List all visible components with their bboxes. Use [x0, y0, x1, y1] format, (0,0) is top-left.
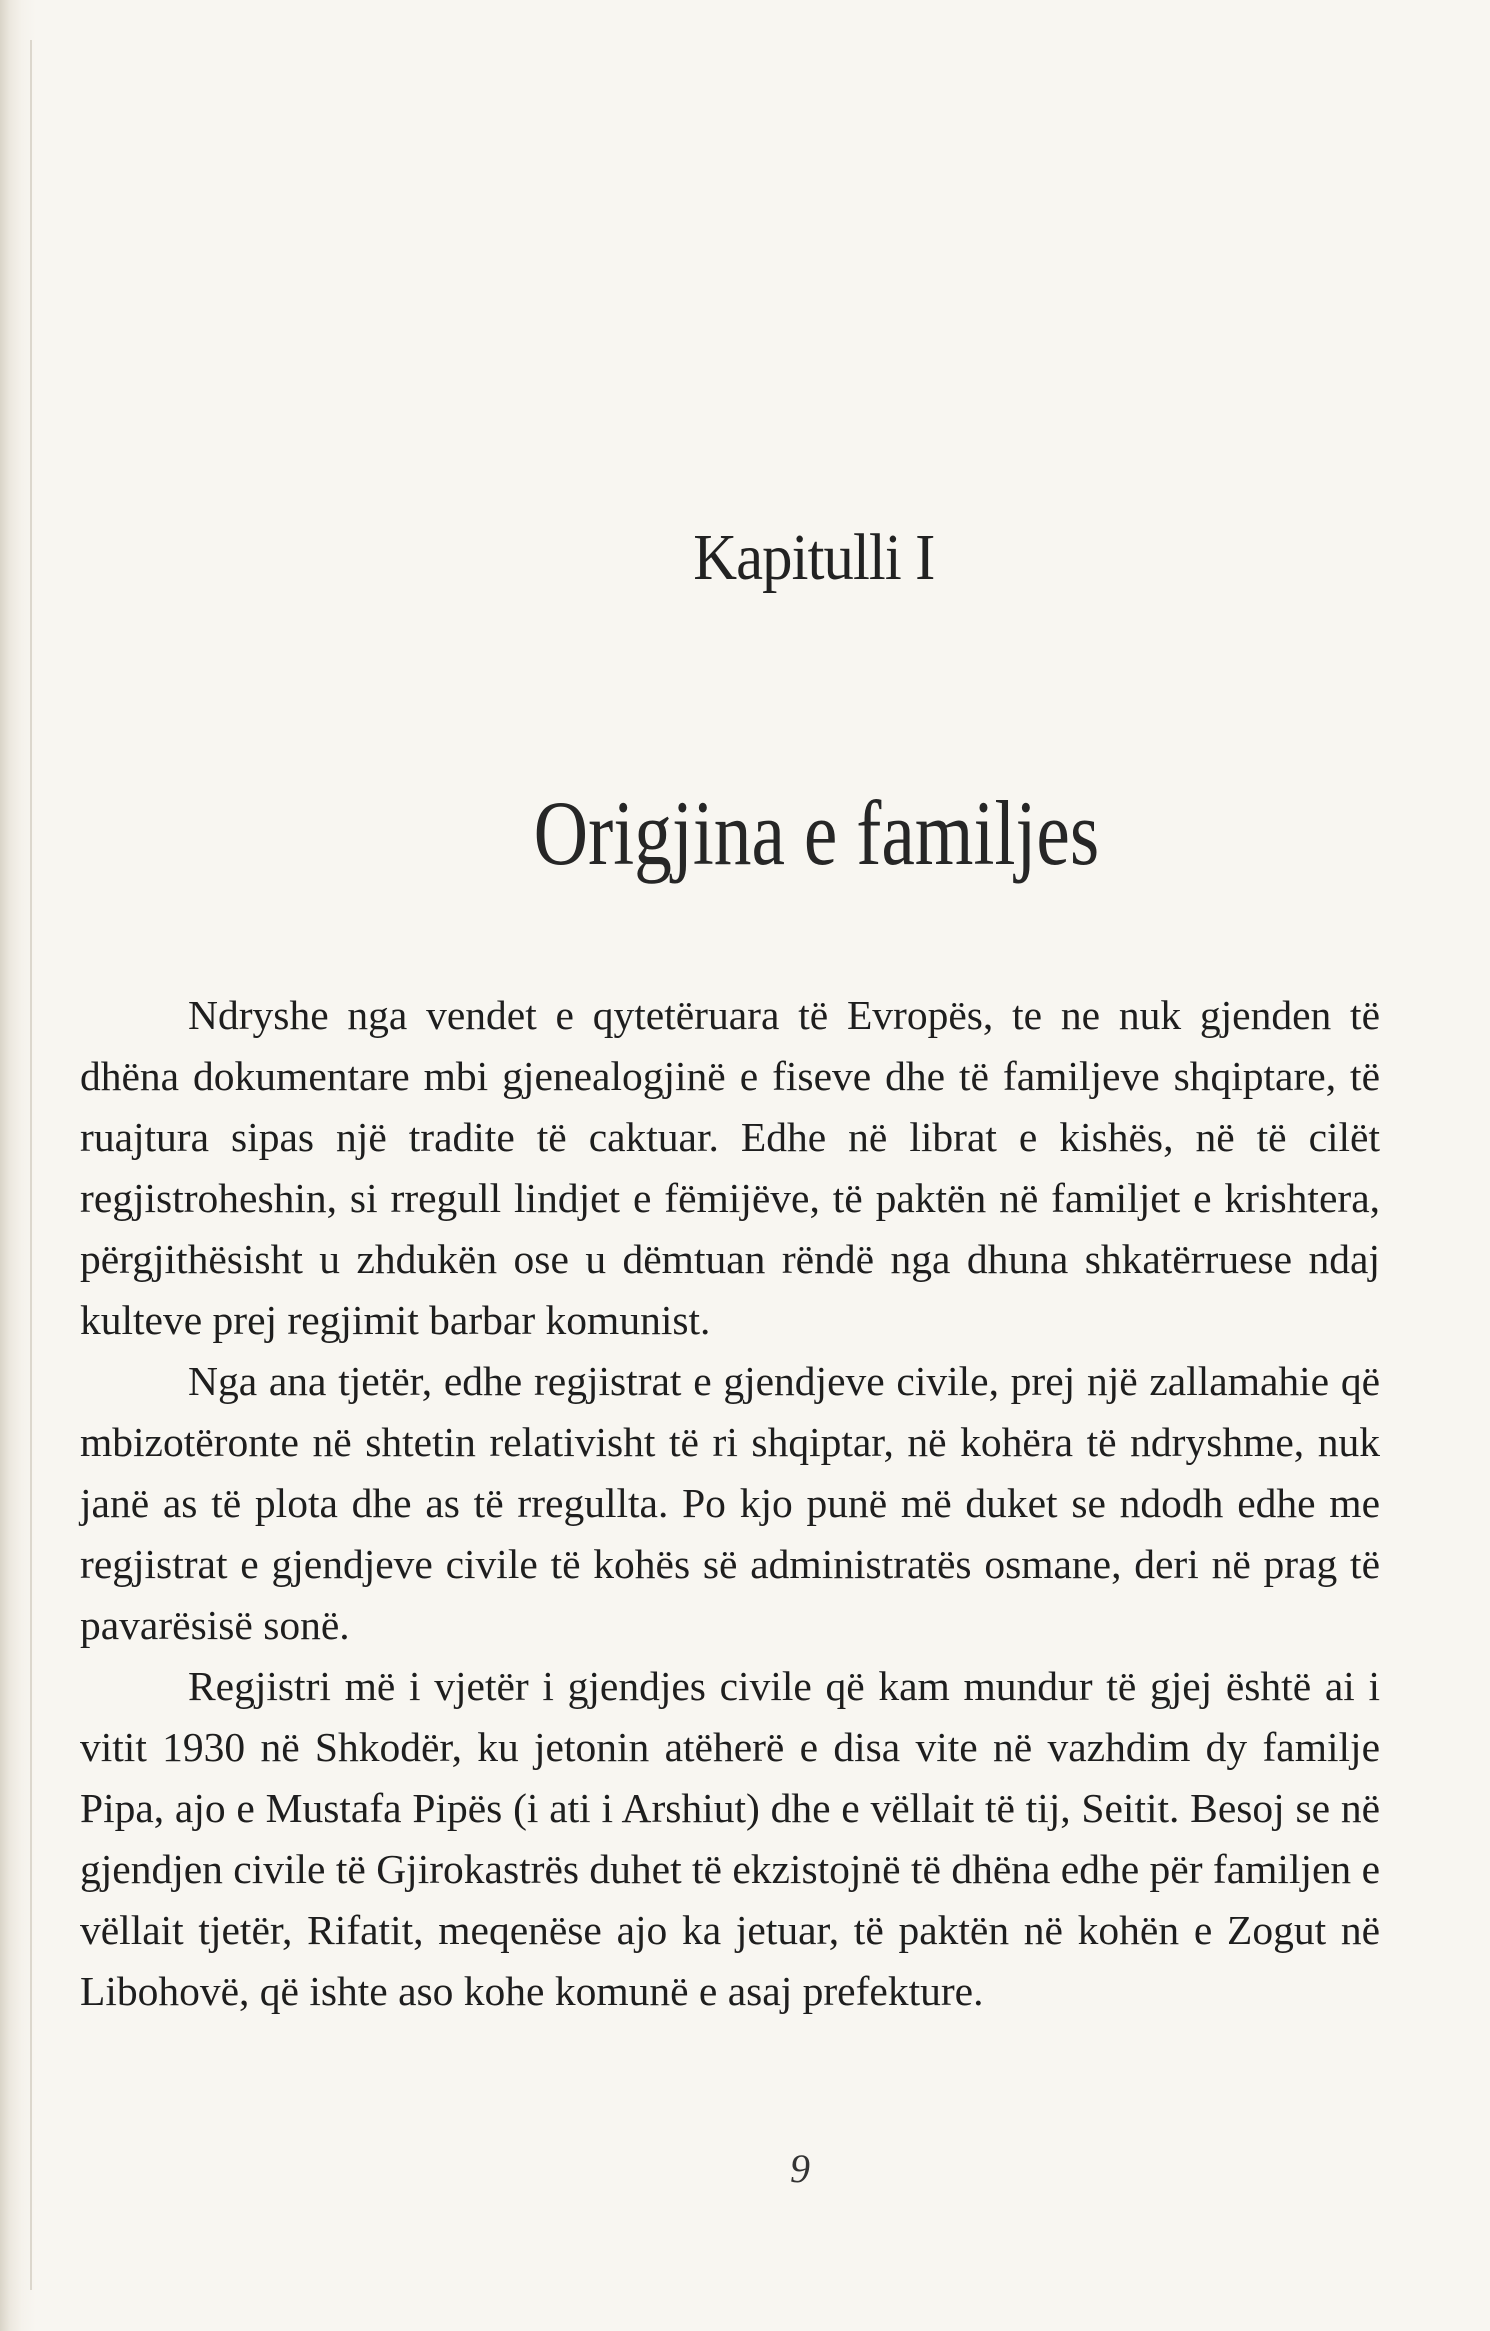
chapter-label: Kapitulli I [693, 521, 935, 594]
page-number: 9 [790, 2146, 810, 2191]
paragraph-3: Regjistri më i vjetër i gjendjes civile që kam mundur të gjej është ai i vitit 1930 në Shkodër, ku jetonin atëherë e disa vite në vazhdim dy familje Pipa, ajo e Mustafa Pipës (i ati i Arshiut) dhe e vëllait të tij, Seitit. Besoj se në gjendjen civile të Gjirokastrës duhet të ekzistojnë të dhëna edhe për familjen e vëllait tjetër, Rifatit, meqenëse ajo ka jetuar, të paktën në kohën e Zogut në Libohovë, që ishte aso kohe komunë e asaj prefekture. [80, 1663, 1380, 2014]
page-spine-line [30, 40, 32, 2290]
paragraph-2: Nga ana tjetër, edhe regjistrat e gjendjeve civile, prej një zallamahie që mbizotëronte në shtetin relativisht të ri shqiptar, në kohëra të ndryshme, nuk janë as të plota dhe as të rregullta. Po kjo punë më duket se ndodh edhe me regjistrat e gjendjeve civile të kohës së administratës osmane, deri në prag të pavarësisë sonë. [80, 1358, 1380, 1648]
chapter-title: Origjina e familjes [533, 782, 1100, 884]
paragraph-1: Ndryshe nga vendet e qytetëruara të Evropës, te ne nuk gjenden të dhëna dokumentare mbi gjenealogjinë e fiseve dhe të familjeve shqiptare, të ruajtura sipas një tradite të caktuar. Edhe në librat e kishës, në të cilët regjistroheshin, si rregull lindjet e fëmijëve, të paktën në familjet e krishtera, përgjithësisht u zhdukën ose u dëmtuan rëndë nga dhuna shkatërruese ndaj kulteve prej regjimit barbar komunist. [80, 992, 1380, 1343]
body-text [80, 985, 1380, 2022]
